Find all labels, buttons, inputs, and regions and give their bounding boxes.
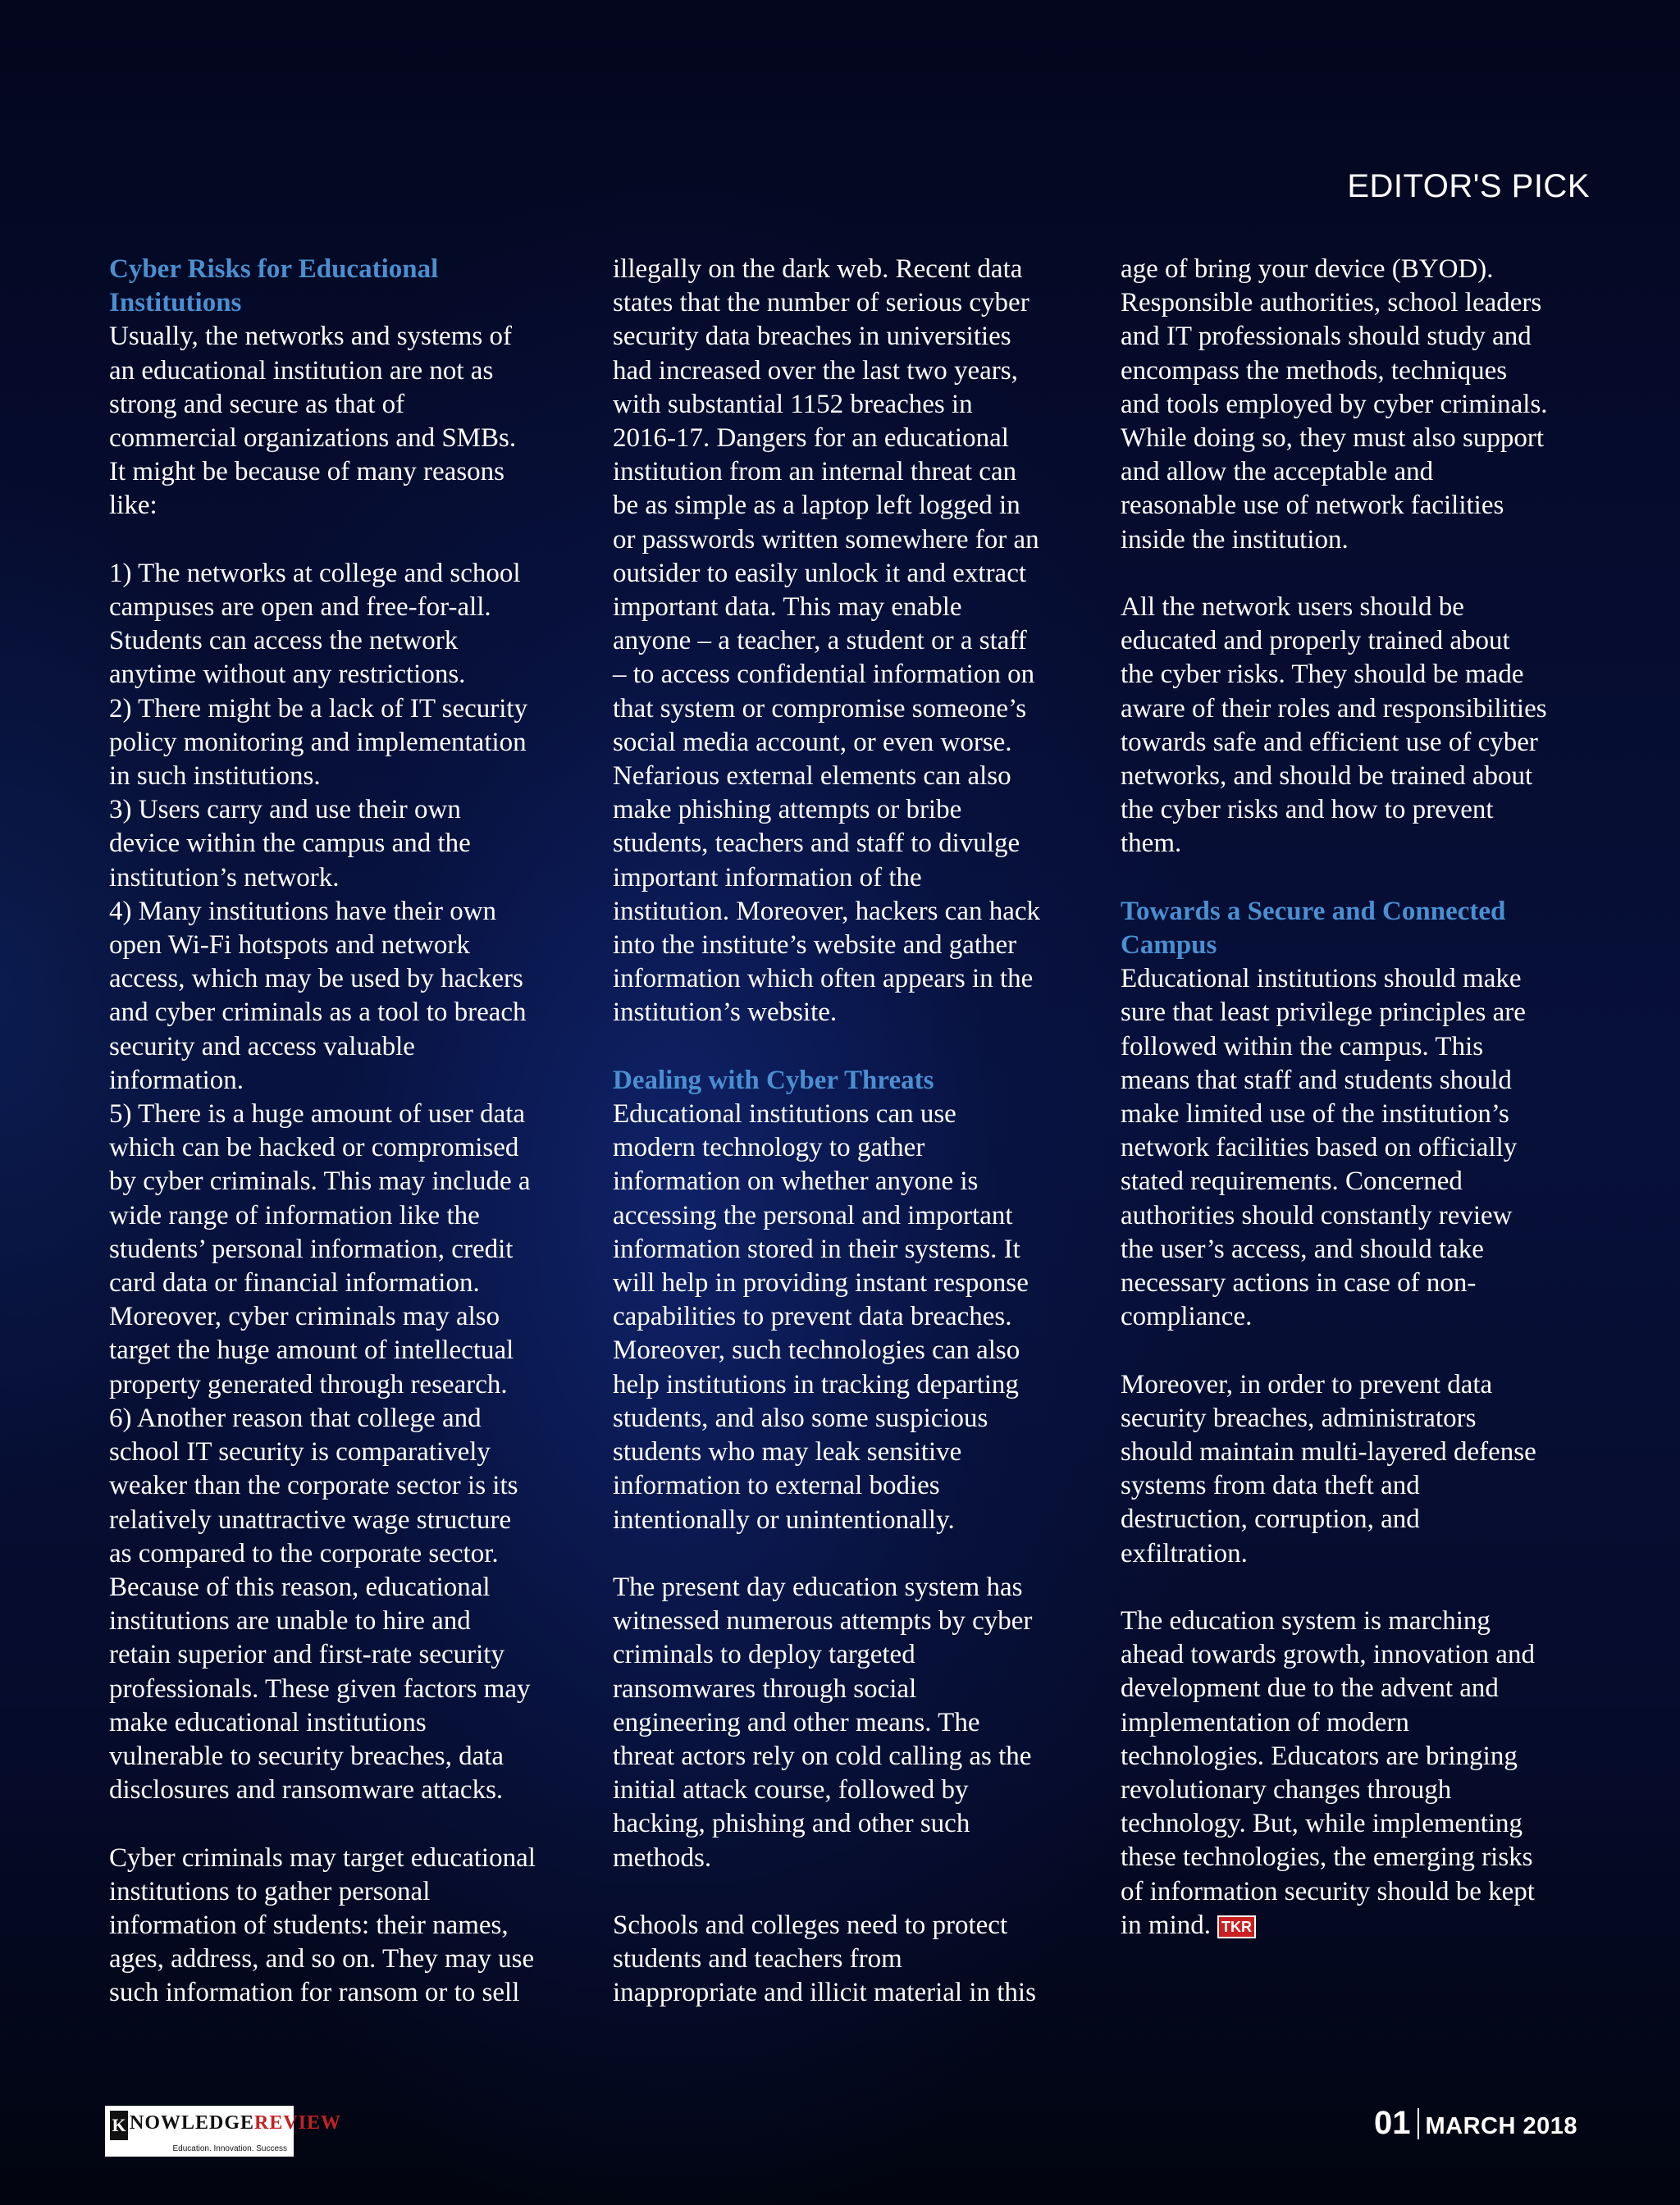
paragraph: Educational institutions should make sure that least privilege principles are followed within the campus. This means that staff and students should make limited use of the institution’s network facilities based on officially stated requirements. Concerned authorities should constantly review the user’s access, and should take necessary actions in case of non- compliance. [1121, 964, 1526, 1332]
section-label: EDITOR'S PICK [1347, 168, 1590, 204]
section-heading: Towards a Secure and Connected Campus [1121, 896, 1506, 961]
paragraph: The present day education system has witnessed numerous attempts by cyber criminals to deploy targeted ransomwares through social engineering and other means. The threat actors rely on cold calling as the initial attack course, followed by hacking, phishing and other such methods. [613, 1572, 1033, 1873]
issue-date: MARCH 2018 [1425, 2113, 1577, 2139]
article-column-1 [109, 253, 589, 2011]
paragraph: Moreover, in order to prevent data security breaches, administrators should maintain multi-layered defense systems from data theft and destruction, corruption, and exfiltration. [1121, 1369, 1536, 1568]
closing-text: The education system is marching ahead towards growth, innovation and development due to the advent and implementation of modern technologies. Educators are bringing revolutionary changes through technology. But, while implementing these technologies, the emerging risks of information security should be kept in mind. [1121, 1606, 1535, 1940]
paragraph: age of bring your device (BYOD). Responsible authorities, school leaders and IT professionals should study and encompass the methods, techniques and tools employed by cyber criminals. While doing so, they must also support and allow the acceptable and reasonable use of network facilities inside the institution. [1121, 254, 1548, 555]
folio [1374, 2105, 1577, 2142]
tkr-end-mark-icon: TKR [1217, 1915, 1256, 1938]
section-heading: Dealing with Cyber Threats [613, 1065, 934, 1095]
logo-tagline: Education. Innovation. Success [172, 2144, 287, 2153]
folio-divider [1418, 2108, 1419, 2139]
paragraph: Schools and colleges need to protect students and teachers from inappropriate and illicit material in this [613, 1910, 1036, 2008]
article-column-3 [1121, 253, 1596, 1942]
paragraph: All the network users should be educated and properly trained about the cyber risks. They should be made aware of their roles and responsibilities towards safe and efficient use of cyber networks, and should be trained about the cyber risks and how to prevent them. [1121, 592, 1547, 859]
article-column-2 [613, 253, 1089, 2011]
logo-mark: K [110, 2111, 128, 2140]
paragraph: Educational institutions can use modern technology to gather information on whether anyone is accessing the personal and important information stored in their systems. It will help in providing instant response capabilities to prevent data breaches. Moreover, such technologies can also help institutions in tracking departing students, and also some suspicious students who may leak sensitive information to external bodies intentionally or unintentionally. [613, 1099, 1029, 1535]
section-heading: Cyber Risks for Educational Institutions [109, 254, 439, 318]
logo-name-part-2: REVIEW [254, 2112, 342, 2134]
paragraph: 1) The networks at college and school campuses are open and free-for-all. Students can access the network anytime without any restrictions. 2) There might be a lack of IT security policy monitoring and implementation in such institutions. 3) Users carry and use their own device within the campus and the institution’s network. 4) Many institutions have their own open Wi-Fi hotspots and network access, which may be used by hackers and cyber criminals as a tool to breach security and access valuable information. 5) There is a huge amount of user data which can be hacked or compromised by cyber criminals. This may include a wide range of information like the students’ personal information, credit card data or financial information. Moreover, cyber criminals may also target the huge amount of intellectual property generated through research. 6) Another reason that college and school IT security is comparatively weaker than the corporate sector is its relatively unattractive wage structure as compared to the corporate sector. Because of this reason, educational institutions are unable to hire and retain superior and first-rate security professionals. These given factors may make educational institutions vulnerable to security breaches, data disclosures and ransomware attacks. [109, 558, 531, 1806]
page-number: 01 [1374, 2105, 1411, 2141]
paragraph: illegally on the dark web. Recent data states that the number of serious cyber security data breaches in universities had increased over the last two years, with substantial 1152 breaches in 2016-17. Dangers for an educational institution from an internal threat can be as simple as a laptop left logged in or passwords written somewhere for an outsider to easily unlock it and extract important data. This may enable anyone – a teacher, a student or a staff – to access confidential information on that system or compromise someone’s social media account, or even worse. Nefarious external elements can also make phishing attempts or bribe students, teachers and staff to divulge important information of the institution. Moreover, hackers can hack into the institute’s website and gather information which often appears in the institution’s website. [613, 254, 1041, 1028]
paragraph: Cyber criminals may target educational institutions to gather personal information of students: their names, ages, address, and so on. They may use such information for ransom or to sell [109, 1842, 536, 2008]
knowledge-review-logo [105, 2106, 342, 2157]
paragraph [1121, 1605, 1596, 1942]
logo-name-part-1: NOWLEDGE [130, 2112, 255, 2134]
paragraph: Usually, the networks and systems of an educational institution are not as strong and secure as that of commercial organizations and SMBs. It might be because of many reasons like: [109, 322, 517, 521]
logo-name [130, 2112, 341, 2134]
